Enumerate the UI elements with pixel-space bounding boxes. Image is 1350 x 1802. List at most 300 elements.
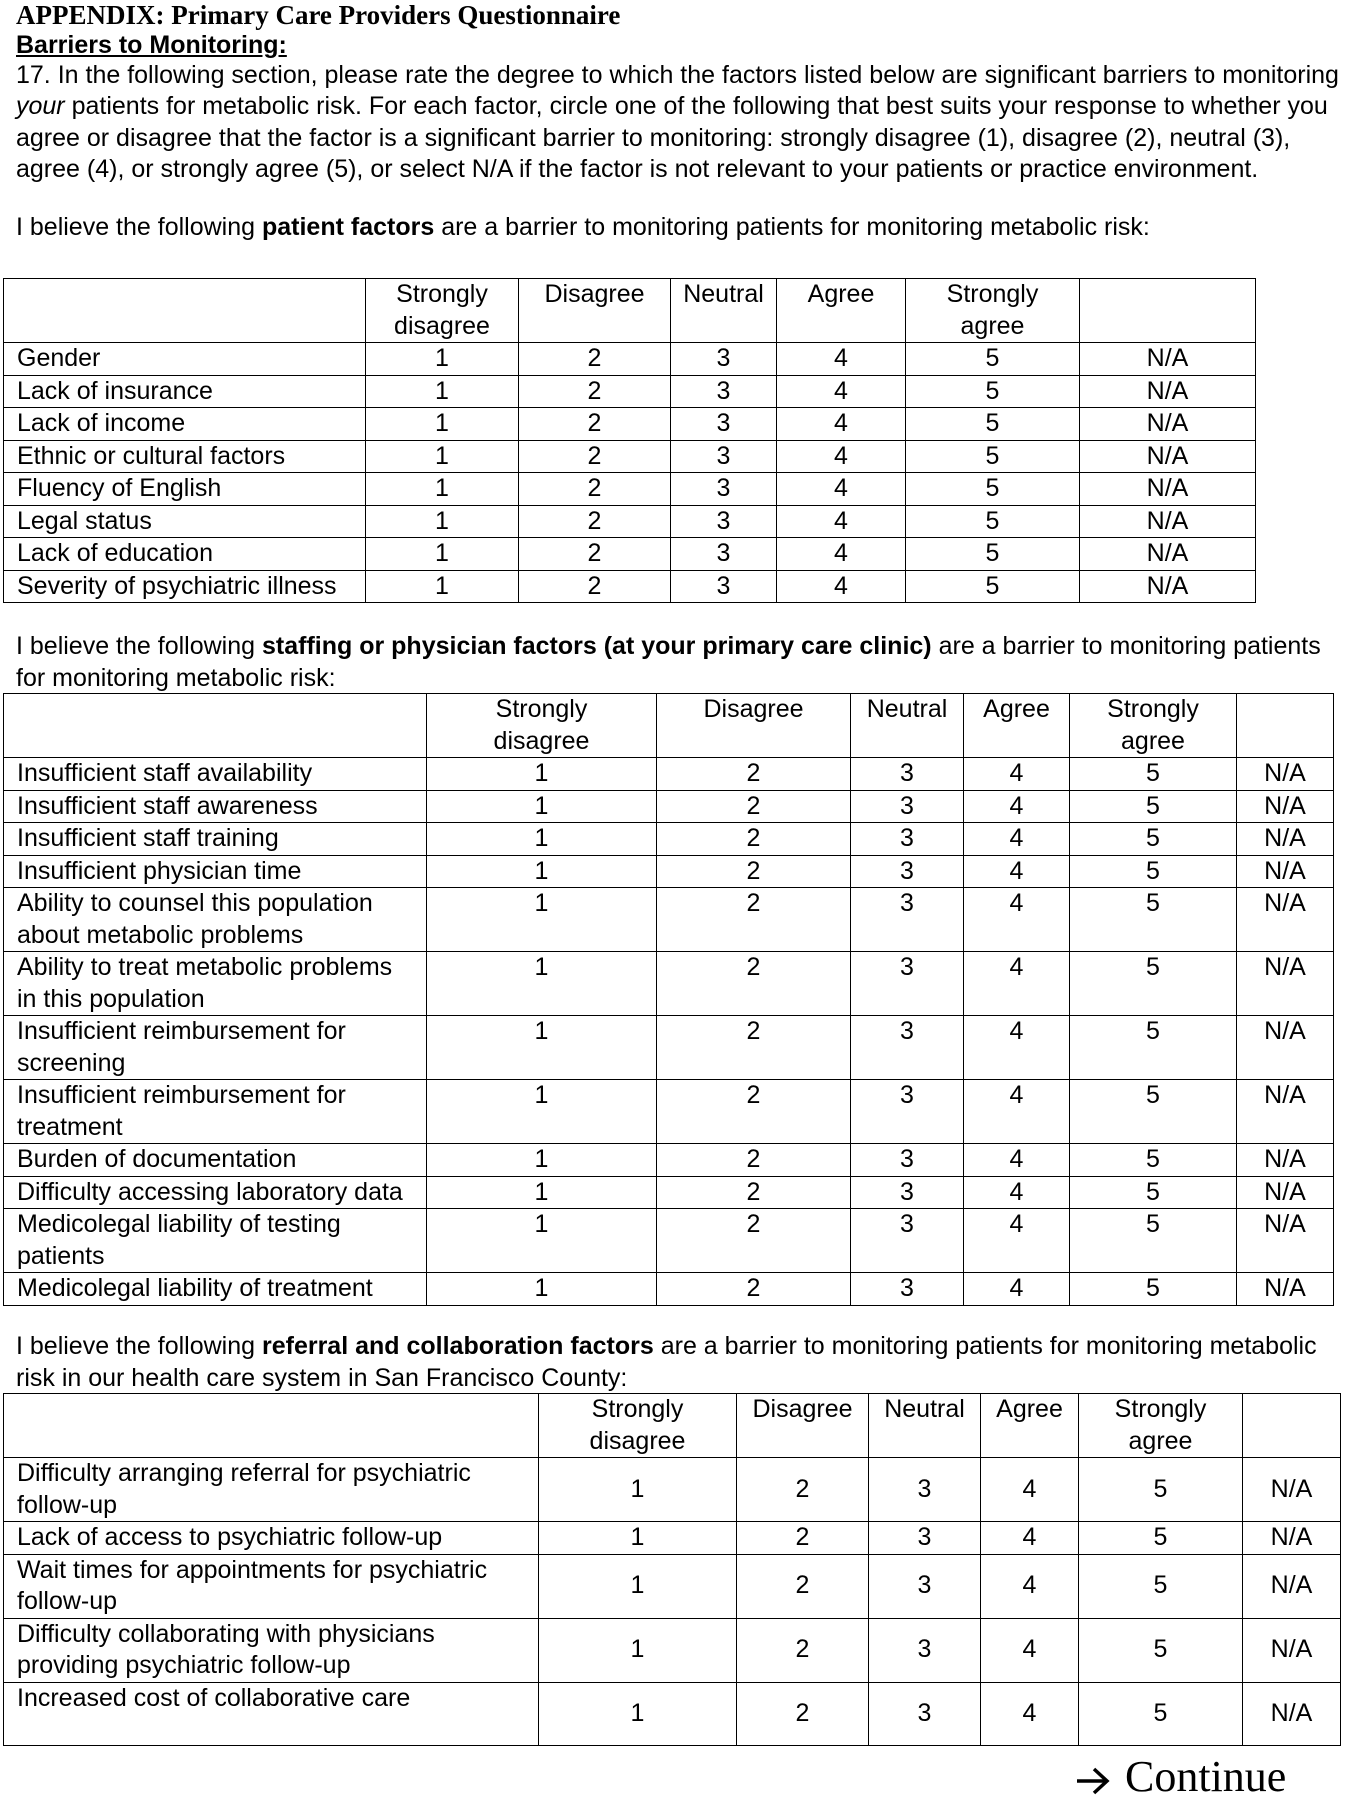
- staffing-factors-intro: [16, 631, 1336, 694]
- factor-label-line: Wait times for appointments for psychiatric: [17, 1555, 488, 1584]
- rating-4-option[interactable]: 4: [964, 823, 1070, 856]
- rating-na-option[interactable]: N/A: [1243, 1458, 1341, 1522]
- rating-1-option[interactable]: 1: [366, 440, 519, 473]
- rating-4-option[interactable]: 4: [964, 790, 1070, 823]
- scale-header-row: [4, 279, 1256, 343]
- factor-label-line: Difficulty collaborating with physicians: [17, 1619, 435, 1648]
- staffing-factors-table: [3, 693, 1334, 1306]
- rating-na-option[interactable]: N/A: [1243, 1554, 1341, 1618]
- factor-label: [4, 1176, 427, 1209]
- table-row: [4, 1682, 1341, 1745]
- rating-2-option[interactable]: 2: [519, 408, 671, 441]
- factor-label: [4, 1682, 539, 1745]
- rating-5-option[interactable]: 5: [906, 343, 1080, 376]
- rating-3-option[interactable]: 3: [671, 473, 777, 506]
- factor-label: [4, 440, 366, 473]
- rating-3-option[interactable]: 3: [851, 952, 964, 1016]
- header-neutral-text: Neutral: [683, 280, 764, 308]
- scale-header-row: [4, 1394, 1341, 1458]
- factor-label-line: treatment: [17, 1112, 123, 1141]
- rating-4-option[interactable]: 4: [777, 440, 906, 473]
- factor-label-line: Insufficient staff availability: [17, 759, 313, 787]
- factor-label-line: Legal status: [17, 506, 152, 535]
- factor-label-line: Gender: [17, 344, 101, 372]
- header-strongly-disagree-text: disagree: [493, 726, 590, 755]
- rating-2-option[interactable]: 2: [657, 823, 851, 856]
- rating-3-option[interactable]: 3: [851, 855, 964, 888]
- referral-factors-intro: [16, 1331, 1336, 1394]
- header-na-blank: [1237, 694, 1334, 758]
- question-text-part1: 17. In the following section, please rate the degree to which the factors listed below are significant barriers to monitoring: [16, 61, 1339, 89]
- table-row: [4, 505, 1256, 538]
- rating-2-option[interactable]: 2: [657, 1016, 851, 1080]
- rating-3-option[interactable]: 3: [869, 1682, 981, 1745]
- rating-1-option[interactable]: 1: [539, 1458, 737, 1522]
- rating-1-option[interactable]: 1: [427, 1209, 657, 1273]
- intro-bold: patient factors: [261, 213, 435, 241]
- table-row: [4, 855, 1334, 888]
- rating-4-option[interactable]: 4: [777, 505, 906, 538]
- rating-5-option[interactable]: 5: [1079, 1458, 1243, 1522]
- rating-4-option[interactable]: 4: [777, 538, 906, 571]
- header-agree: [964, 694, 1070, 758]
- header-strongly-disagree-text: Strongly: [591, 1395, 684, 1423]
- header-disagree: [737, 1394, 869, 1458]
- rating-5-option[interactable]: 5: [1070, 1080, 1237, 1144]
- rating-2-option[interactable]: 2: [657, 1273, 851, 1306]
- rating-1-option[interactable]: 1: [366, 505, 519, 538]
- rating-2-option[interactable]: 2: [657, 1209, 851, 1273]
- referral-factors-table: [3, 1393, 1341, 1746]
- factor-label: [4, 1016, 427, 1080]
- rating-5-option[interactable]: 5: [1070, 1273, 1237, 1306]
- factor-label: [4, 1554, 539, 1618]
- factor-label-line: Severity of psychiatric illness: [17, 571, 337, 600]
- rating-5-option[interactable]: 5: [906, 375, 1080, 408]
- rating-3-option[interactable]: 3: [851, 1209, 964, 1273]
- patient-factors-table: [3, 278, 1256, 603]
- rating-5-option[interactable]: 5: [1070, 1144, 1237, 1177]
- rating-1-option[interactable]: 1: [427, 1144, 657, 1177]
- factor-label-line: Increased cost of collaborative care: [17, 1683, 411, 1712]
- factor-label-line: Insufficient reimbursement for: [17, 1081, 346, 1109]
- table-row: [4, 1016, 1334, 1080]
- rating-na-option[interactable]: N/A: [1243, 1522, 1341, 1555]
- rating-4-option[interactable]: 4: [981, 1618, 1079, 1682]
- factor-label-line: about metabolic problems: [17, 920, 304, 949]
- rating-na-option[interactable]: N/A: [1243, 1682, 1341, 1745]
- rating-4-option[interactable]: 4: [964, 1176, 1070, 1209]
- table-row: [4, 375, 1256, 408]
- intro-text: are a barrier to monitoring patients for monitoring metabolic risk in our health care system in San Francisco County:: [16, 1332, 1317, 1392]
- factor-label-line: screening: [17, 1048, 126, 1077]
- rating-2-option[interactable]: 2: [737, 1554, 869, 1618]
- rating-5-option[interactable]: 5: [906, 440, 1080, 473]
- factor-label: [4, 952, 427, 1016]
- rating-4-option[interactable]: 4: [777, 570, 906, 603]
- header-strongly-agree: [906, 279, 1080, 343]
- header-agree-text: Agree: [983, 695, 1050, 723]
- factor-label-line: Insufficient reimbursement for: [17, 1017, 346, 1045]
- rating-2-option[interactable]: 2: [737, 1682, 869, 1745]
- rating-4-option[interactable]: 4: [964, 855, 1070, 888]
- intro-bold: staffing or physician factors (at your primary care clinic): [261, 632, 932, 660]
- table-row: [4, 343, 1256, 376]
- rating-3-option[interactable]: 3: [671, 375, 777, 408]
- factor-label-line: Lack of education: [17, 539, 213, 567]
- table-row: [4, 1176, 1334, 1209]
- rating-4-option[interactable]: 4: [777, 343, 906, 376]
- rating-na-option[interactable]: N/A: [1243, 1618, 1341, 1682]
- factor-label-line: Lack of insurance: [17, 376, 213, 405]
- factor-label: [4, 505, 366, 538]
- rating-3-option[interactable]: 3: [869, 1458, 981, 1522]
- rating-3-option[interactable]: 3: [869, 1554, 981, 1618]
- factor-label-line: providing psychiatric follow-up: [17, 1651, 351, 1679]
- table-row: [4, 1080, 1334, 1144]
- rating-1-option[interactable]: 1: [427, 1080, 657, 1144]
- rating-5-option[interactable]: 5: [906, 570, 1080, 603]
- factor-label: [4, 758, 427, 791]
- rating-3-option[interactable]: 3: [851, 758, 964, 791]
- rating-4-option[interactable]: 4: [964, 1080, 1070, 1144]
- rating-2-option[interactable]: 2: [657, 758, 851, 791]
- rating-3-option[interactable]: 3: [851, 823, 964, 856]
- rating-na-option[interactable]: N/A: [1080, 343, 1256, 376]
- header-neutral: [869, 1394, 981, 1458]
- rating-1-option[interactable]: 1: [427, 952, 657, 1016]
- factor-label-line: Medicolegal liability of treatment: [17, 1274, 373, 1302]
- header-disagree: [657, 694, 851, 758]
- factor-label: [4, 1458, 539, 1522]
- rating-na-option[interactable]: N/A: [1080, 473, 1256, 506]
- rating-na-option[interactable]: N/A: [1080, 440, 1256, 473]
- rating-2-option[interactable]: 2: [519, 440, 671, 473]
- rating-5-option[interactable]: 5: [906, 538, 1080, 571]
- rating-2-option[interactable]: 2: [657, 1176, 851, 1209]
- rating-4-option[interactable]: 4: [777, 473, 906, 506]
- header-strongly-disagree: [539, 1394, 737, 1458]
- header-strongly-disagree-text: Strongly: [495, 695, 588, 723]
- rating-5-option[interactable]: 5: [1070, 1209, 1237, 1273]
- rating-1-option[interactable]: 1: [427, 888, 657, 952]
- factor-label-line: Ability to treat metabolic problems: [17, 953, 393, 981]
- rating-4-option[interactable]: 4: [964, 758, 1070, 791]
- factor-label: [4, 473, 366, 506]
- rating-3-option[interactable]: 3: [851, 1144, 964, 1177]
- header-blank-cell: [4, 1394, 539, 1458]
- rating-2-option[interactable]: 2: [737, 1618, 869, 1682]
- rating-2-option[interactable]: 2: [657, 1144, 851, 1177]
- factor-label-line: Burden of documentation: [17, 1145, 297, 1173]
- table-row: [4, 1618, 1341, 1682]
- rating-2-option[interactable]: 2: [519, 375, 671, 408]
- intro-text: are a barrier to monitoring patients for monitoring metabolic risk:: [16, 632, 1321, 692]
- factor-label: [4, 1273, 427, 1306]
- rating-2-option[interactable]: 2: [519, 538, 671, 571]
- rating-1-option[interactable]: 1: [427, 1176, 657, 1209]
- rating-1-option[interactable]: 1: [366, 375, 519, 408]
- rating-5-option[interactable]: 5: [1070, 823, 1237, 856]
- rating-1-option[interactable]: 1: [539, 1618, 737, 1682]
- rating-3-option[interactable]: 3: [851, 790, 964, 823]
- rating-3-option[interactable]: 3: [851, 1080, 964, 1144]
- factor-label-line: follow-up: [17, 1587, 118, 1615]
- rating-5-option[interactable]: 5: [1070, 1016, 1237, 1080]
- header-neutral: [851, 694, 964, 758]
- factor-label: [4, 1080, 427, 1144]
- header-strongly-agree-text: Strongly: [1107, 695, 1199, 723]
- rating-3-option[interactable]: 3: [671, 570, 777, 603]
- rating-4-option[interactable]: 4: [964, 1144, 1070, 1177]
- rating-4-option[interactable]: 4: [981, 1682, 1079, 1745]
- table-row: [4, 1144, 1334, 1177]
- question-emphasis: your: [16, 92, 65, 121]
- header-disagree-text: Disagree: [752, 1395, 853, 1423]
- intro-text: are a barrier to monitoring patients for monitoring metabolic risk:: [434, 213, 1150, 241]
- factor-label: [4, 855, 427, 888]
- rating-4-option[interactable]: 4: [964, 1209, 1070, 1273]
- header-neutral-text: Neutral: [866, 695, 948, 723]
- factor-label-line: Lack of income: [17, 409, 186, 437]
- factor-label: [4, 343, 366, 376]
- rating-3-option[interactable]: 3: [671, 343, 777, 376]
- factor-label: [4, 1144, 427, 1177]
- rating-3-option[interactable]: 3: [851, 888, 964, 952]
- rating-4-option[interactable]: 4: [981, 1522, 1079, 1555]
- table-row: [4, 888, 1334, 952]
- factor-label: [4, 1209, 427, 1273]
- factor-label-line: Lack of access to psychiatric follow-up: [17, 1523, 443, 1551]
- rating-1-option[interactable]: 1: [427, 855, 657, 888]
- intro-text: I believe the following: [16, 1332, 262, 1360]
- rating-na-option[interactable]: N/A: [1237, 823, 1334, 856]
- rating-4-option[interactable]: 4: [981, 1458, 1079, 1522]
- rating-1-option[interactable]: 1: [366, 343, 519, 376]
- rating-2-option[interactable]: 2: [657, 790, 851, 823]
- rating-na-option[interactable]: N/A: [1237, 1144, 1334, 1177]
- factor-label: [4, 823, 427, 856]
- header-strongly-agree-text: agree: [960, 311, 1025, 340]
- rating-1-option[interactable]: 1: [539, 1682, 737, 1745]
- header-agree: [981, 1394, 1079, 1458]
- header-agree: [777, 279, 906, 343]
- header-strongly-agree: [1079, 1394, 1243, 1458]
- rating-na-option[interactable]: N/A: [1080, 570, 1256, 603]
- rating-4-option[interactable]: 4: [964, 1016, 1070, 1080]
- header-blank-cell: [4, 694, 427, 758]
- rating-4-option[interactable]: 4: [777, 408, 906, 441]
- rating-5-option[interactable]: 5: [1079, 1522, 1243, 1555]
- rating-na-option[interactable]: N/A: [1237, 758, 1334, 791]
- table-row: [4, 473, 1256, 506]
- rating-na-option[interactable]: N/A: [1237, 1016, 1334, 1080]
- rating-2-option[interactable]: 2: [519, 343, 671, 376]
- rating-1-option[interactable]: 1: [366, 408, 519, 441]
- rating-3-option[interactable]: 3: [671, 538, 777, 571]
- rating-5-option[interactable]: 5: [1070, 1176, 1237, 1209]
- factor-label-line: Insufficient physician time: [17, 856, 302, 885]
- rating-3-option[interactable]: 3: [671, 505, 777, 538]
- header-strongly-agree-text: Strongly: [1114, 1395, 1207, 1423]
- rating-na-option[interactable]: N/A: [1237, 952, 1334, 1016]
- rating-3-option[interactable]: 3: [851, 1016, 964, 1080]
- table-row: [4, 823, 1334, 856]
- header-na-blank: [1243, 1394, 1341, 1458]
- rating-1-option[interactable]: 1: [427, 1273, 657, 1306]
- header-na-blank: [1080, 279, 1256, 343]
- question-text-part2: patients for metabolic risk. For each factor, circle one of the following that best suits your response to whether you agree or disagree that the factor is a significant barrier to monitoring: strongly disagree (1), disagree (2), neutral (3), agree (4), or strongly agree (5), or select N/A if the factor is not relevant to your patients or practice environment.: [16, 92, 1328, 184]
- rating-2-option[interactable]: 2: [519, 473, 671, 506]
- rating-2-option[interactable]: 2: [519, 505, 671, 538]
- factor-label-line: patients: [17, 1241, 105, 1270]
- factor-label-line: follow-up: [17, 1490, 118, 1519]
- header-strongly-disagree-text: disagree: [394, 311, 490, 340]
- table-row: [4, 440, 1256, 473]
- rating-2-option[interactable]: 2: [519, 570, 671, 603]
- intro-text: I believe the following: [16, 632, 262, 660]
- rating-2-option[interactable]: 2: [657, 888, 851, 952]
- rating-5-option[interactable]: 5: [906, 473, 1080, 506]
- header-neutral-text: Neutral: [884, 1395, 965, 1423]
- rating-2-option[interactable]: 2: [737, 1458, 869, 1522]
- rating-3-option[interactable]: 3: [869, 1522, 981, 1555]
- rating-na-option[interactable]: N/A: [1237, 790, 1334, 823]
- rating-na-option[interactable]: N/A: [1080, 375, 1256, 408]
- factor-label: [4, 375, 366, 408]
- continue-label: Continue: [1125, 1752, 1287, 1801]
- header-strongly-agree-text: Strongly: [946, 280, 1039, 308]
- rating-1-option[interactable]: 1: [427, 823, 657, 856]
- question-instructions: [16, 60, 1350, 186]
- rating-1-option[interactable]: 1: [427, 758, 657, 791]
- rating-1-option[interactable]: 1: [366, 570, 519, 603]
- table-row: [4, 1273, 1334, 1306]
- factor-label-line: Insufficient staff training: [17, 824, 279, 852]
- rating-na-option[interactable]: N/A: [1080, 408, 1256, 441]
- patient-factors-intro: [16, 212, 1336, 244]
- factor-label: [4, 888, 427, 952]
- table-row: [4, 1458, 1341, 1522]
- arrow-right-icon: [1075, 1766, 1111, 1796]
- rating-5-option[interactable]: 5: [906, 408, 1080, 441]
- rating-na-option[interactable]: N/A: [1237, 1209, 1334, 1273]
- scale-header-row: [4, 694, 1334, 758]
- factor-label: [4, 538, 366, 571]
- intro-text: I believe the following: [16, 213, 262, 241]
- rating-4-option[interactable]: 4: [964, 1273, 1070, 1306]
- rating-na-option[interactable]: N/A: [1237, 855, 1334, 888]
- rating-5-option[interactable]: 5: [1070, 888, 1237, 952]
- header-strongly-disagree-text: disagree: [589, 1426, 686, 1455]
- header-disagree: [519, 279, 671, 343]
- rating-na-option[interactable]: N/A: [1237, 1176, 1334, 1209]
- table-row: [4, 1522, 1341, 1555]
- factor-label: [4, 570, 366, 603]
- rating-3-option[interactable]: 3: [851, 1273, 964, 1306]
- rating-4-option[interactable]: 4: [964, 888, 1070, 952]
- rating-5-option[interactable]: 5: [1070, 758, 1237, 791]
- header-blank-cell: [4, 279, 366, 343]
- continue-link[interactable]: [1075, 1752, 1286, 1802]
- rating-3-option[interactable]: 3: [671, 440, 777, 473]
- header-disagree-text: Disagree: [703, 695, 804, 723]
- table-row: [4, 1554, 1341, 1618]
- table-row: [4, 570, 1256, 603]
- rating-na-option[interactable]: N/A: [1080, 538, 1256, 571]
- factor-label-line: Difficulty arranging referral for psychiatric: [17, 1459, 471, 1487]
- rating-5-option[interactable]: 5: [1070, 952, 1237, 1016]
- rating-na-option[interactable]: N/A: [1080, 505, 1256, 538]
- factor-label-line: in this population: [17, 984, 205, 1013]
- header-agree-text: Agree: [807, 280, 875, 308]
- header-strongly-disagree: [427, 694, 657, 758]
- header-disagree-text: Disagree: [544, 280, 645, 308]
- rating-na-option[interactable]: N/A: [1237, 1273, 1334, 1306]
- factor-label-line: Insufficient staff awareness: [17, 791, 318, 820]
- appendix-title: APPENDIX: Primary Care Providers Questionnaire: [16, 0, 621, 30]
- rating-4-option[interactable]: 4: [981, 1554, 1079, 1618]
- rating-1-option[interactable]: 1: [539, 1554, 737, 1618]
- rating-4-option[interactable]: 4: [777, 375, 906, 408]
- factor-label: [4, 790, 427, 823]
- header-strongly-disagree-text: Strongly: [396, 280, 488, 308]
- factor-label-line: Ethnic or cultural factors: [17, 441, 286, 470]
- rating-5-option[interactable]: 5: [1079, 1618, 1243, 1682]
- rating-4-option[interactable]: 4: [964, 952, 1070, 1016]
- rating-2-option[interactable]: 2: [657, 952, 851, 1016]
- rating-5-option[interactable]: 5: [1079, 1682, 1243, 1745]
- header-neutral: [671, 279, 777, 343]
- rating-1-option[interactable]: 1: [366, 473, 519, 506]
- rating-3-option[interactable]: 3: [851, 1176, 964, 1209]
- rating-3-option[interactable]: 3: [671, 408, 777, 441]
- header-strongly-agree-text: agree: [1121, 726, 1185, 755]
- factor-label-line: Ability to counsel this population: [17, 889, 373, 917]
- rating-5-option[interactable]: 5: [1070, 855, 1237, 888]
- rating-5-option[interactable]: 5: [1070, 790, 1237, 823]
- table-row: [4, 538, 1256, 571]
- rating-3-option[interactable]: 3: [869, 1618, 981, 1682]
- table-row: [4, 408, 1256, 441]
- table-row: [4, 790, 1334, 823]
- rating-1-option[interactable]: 1: [539, 1522, 737, 1555]
- rating-2-option[interactable]: 2: [657, 1080, 851, 1144]
- factor-label-line: Medicolegal liability of testing: [17, 1210, 341, 1238]
- rating-1-option[interactable]: 1: [366, 538, 519, 571]
- factor-label: [4, 1618, 539, 1682]
- intro-bold: referral and collaboration factors: [261, 1332, 654, 1360]
- rating-2-option[interactable]: 2: [657, 855, 851, 888]
- table-row: [4, 1209, 1334, 1273]
- section-heading: Barriers to Monitoring:: [16, 31, 287, 59]
- factor-label: [4, 1522, 539, 1555]
- rating-na-option[interactable]: N/A: [1237, 888, 1334, 952]
- rating-5-option[interactable]: 5: [1079, 1554, 1243, 1618]
- table-row: [4, 952, 1334, 1016]
- factor-label-line: Fluency of English: [17, 474, 222, 502]
- rating-2-option[interactable]: 2: [737, 1522, 869, 1555]
- rating-1-option[interactable]: 1: [427, 1016, 657, 1080]
- rating-5-option[interactable]: 5: [906, 505, 1080, 538]
- factor-label-line: Difficulty accessing laboratory data: [17, 1177, 403, 1206]
- header-agree-text: Agree: [996, 1395, 1063, 1423]
- factor-label: [4, 408, 366, 441]
- header-strongly-agree: [1070, 694, 1237, 758]
- header-strongly-agree-text: agree: [1128, 1426, 1193, 1455]
- rating-na-option[interactable]: N/A: [1237, 1080, 1334, 1144]
- rating-1-option[interactable]: 1: [427, 790, 657, 823]
